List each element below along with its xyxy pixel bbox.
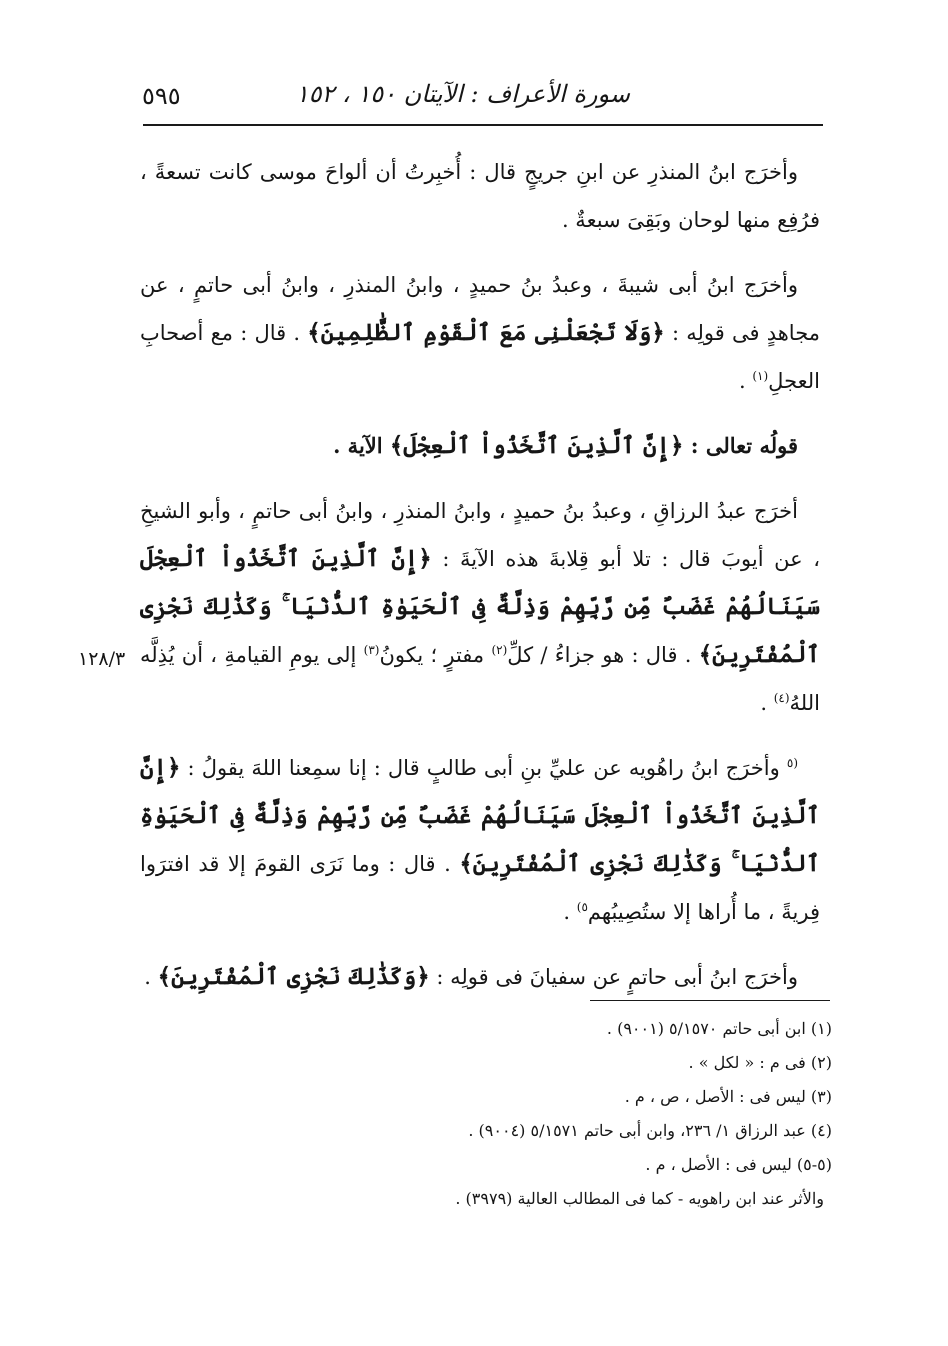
paragraph xyxy=(140,487,820,727)
paragraph xyxy=(140,261,820,405)
footnote-marker: (٣) xyxy=(363,643,380,657)
page-number: ٥٩٥ xyxy=(142,82,181,110)
text-run: قولُه تعالى : xyxy=(683,433,798,458)
text-run: . xyxy=(144,965,158,989)
text-run: وأخرَج ابنُ راهُويه عن عليِّ بنِ أبى طالبٍ قال : إنا سمِعنا اللهَ يقولُ : xyxy=(180,756,787,780)
footnote: (٢) فى م : « لكل » . xyxy=(688,1053,832,1072)
paragraph xyxy=(140,953,820,1001)
quran-verse: ﴿إِنَّ ٱلَّذِينَ ٱتَّخَذُواْ ٱلْعِجْلَ﴾ xyxy=(389,432,684,459)
footnote-marker: (٢) xyxy=(491,643,508,657)
footnote-marker: (٥ xyxy=(786,756,798,770)
footnote: (١) ابن أبى حاتم ٥/١٥٧٠ (٩٠٠١) . xyxy=(606,1019,832,1038)
quran-verse: ﴿وَلَا تَجْعَلْنِى مَعَ ٱلْقَوْمِ ٱلظَّٰلِمِينَ﴾ xyxy=(307,319,665,346)
footnotes xyxy=(300,1012,832,1216)
text-run: الآية . xyxy=(333,433,390,458)
footnote-marker: ٥) xyxy=(576,900,588,914)
quran-verse: ﴿إِنَّ ٱلَّذِينَ ٱتَّخَذُواْ ٱلْعِجْلَ سَيَنَالُهُمْ غَضَبٌ مِّن رَّبِّهِمْ وَذِلَّةٌ فِى ٱلْحَيَوٰةِ ٱلدُّنْيَا ۚ وَكَذَٰلِكَ نَجْزِى ٱلْمُفْتَرِينَ﴾ xyxy=(140,754,820,877)
quran-verse: ﴿إِنَّ ٱلَّذِينَ ٱتَّخَذُواْ ٱلْعِجْلَ سَيَنَالُهُمْ غَضَبٌ مِّن رَّبِّهِمْ وَذِلَّةٌ فِى ٱلْحَيَوٰةِ ٱلدُّنْيَا ۚ وَكَذَٰلِكَ نَجْزِى ٱلْمُفْتَرِينَ﴾ xyxy=(140,545,820,668)
text-run: وأخرَج ابنُ أبى شيبةَ ، وعبدُ بنُ حميدٍ ، وابنُ المنذرِ ، وابنُ أبى حاتمٍ ، عن مجاهدٍ فى قولِه : xyxy=(140,273,821,345)
footnote: (٤) عبد الرزاق ١/ ٢٣٦، وابن أبى حاتم ٥/١٥٧١ (٩٠٠٤) . xyxy=(468,1121,832,1140)
text-run: وأخرَج ابنُ أبى حاتمٍ عن سفيانَ فى قولِه : xyxy=(429,965,798,989)
text-run: مفترٍ ؛ يكونُ xyxy=(379,643,492,667)
paragraph xyxy=(140,744,820,936)
text-run: . xyxy=(738,369,753,393)
text-run: إلى يومِ القيامةِ ، أن يُذِلَّه اللهُ xyxy=(140,643,820,715)
footnote-marker: (٤) xyxy=(773,691,790,705)
running-head: سورة الأعراف : الآيتان ١٥٠ ، ١٥٢ xyxy=(295,80,630,108)
paragraph xyxy=(140,148,820,244)
footnote: والأثر عند ابن راهويه - كما فى المطالب العالية (٣٩٧٩) . xyxy=(455,1189,824,1208)
text-run: . قال : هو جزاءُ / كلِّ xyxy=(507,643,699,667)
text-run: . قال : مع أصحابِ العجلِ xyxy=(140,321,820,393)
footnote-rule xyxy=(590,1000,830,1001)
text-run: وأخرَج ابنُ المنذرِ عن ابنِ جريجٍ قال : أُخبِرتُ أن ألواحَ موسى كانت تسعةً ، فرُفِع منها لوحان وبَقِىَ سبعةٌ . xyxy=(140,160,820,232)
text-run: . xyxy=(760,691,774,715)
text-run: أخرَج عبدُ الرزاقِ ، وعبدُ بنُ حميدٍ ، وابنُ المنذرِ ، وابنُ أبى حاتمٍ ، وأبو الشيخِ ، عن أيوبَ قال : تلا أبو قِلابةَ هذه الآيةَ : xyxy=(140,499,820,571)
footnote: (٥-٥) ليس فى : الأصل ، م . xyxy=(645,1155,832,1174)
quran-verse: ﴿وَكَذَٰلِكَ نَجْزِى ٱلْمُفْتَرِينَ﴾ xyxy=(157,963,430,990)
text-run: . قال : وما نَرَى القومَ إلا قد افترَوا فِريةً ، ما أُراها إلا ستُصِيبُهم xyxy=(140,852,820,924)
main-text xyxy=(140,148,820,1018)
header-rule xyxy=(143,124,823,126)
margin-reference: ١٢٨/٣ xyxy=(78,648,126,670)
footnote: (٣) ليس فى : الأصل ، ص ، م . xyxy=(624,1087,832,1106)
section-heading xyxy=(140,422,820,470)
text-run: . xyxy=(563,900,577,924)
footnote-marker: (١) xyxy=(752,369,769,383)
